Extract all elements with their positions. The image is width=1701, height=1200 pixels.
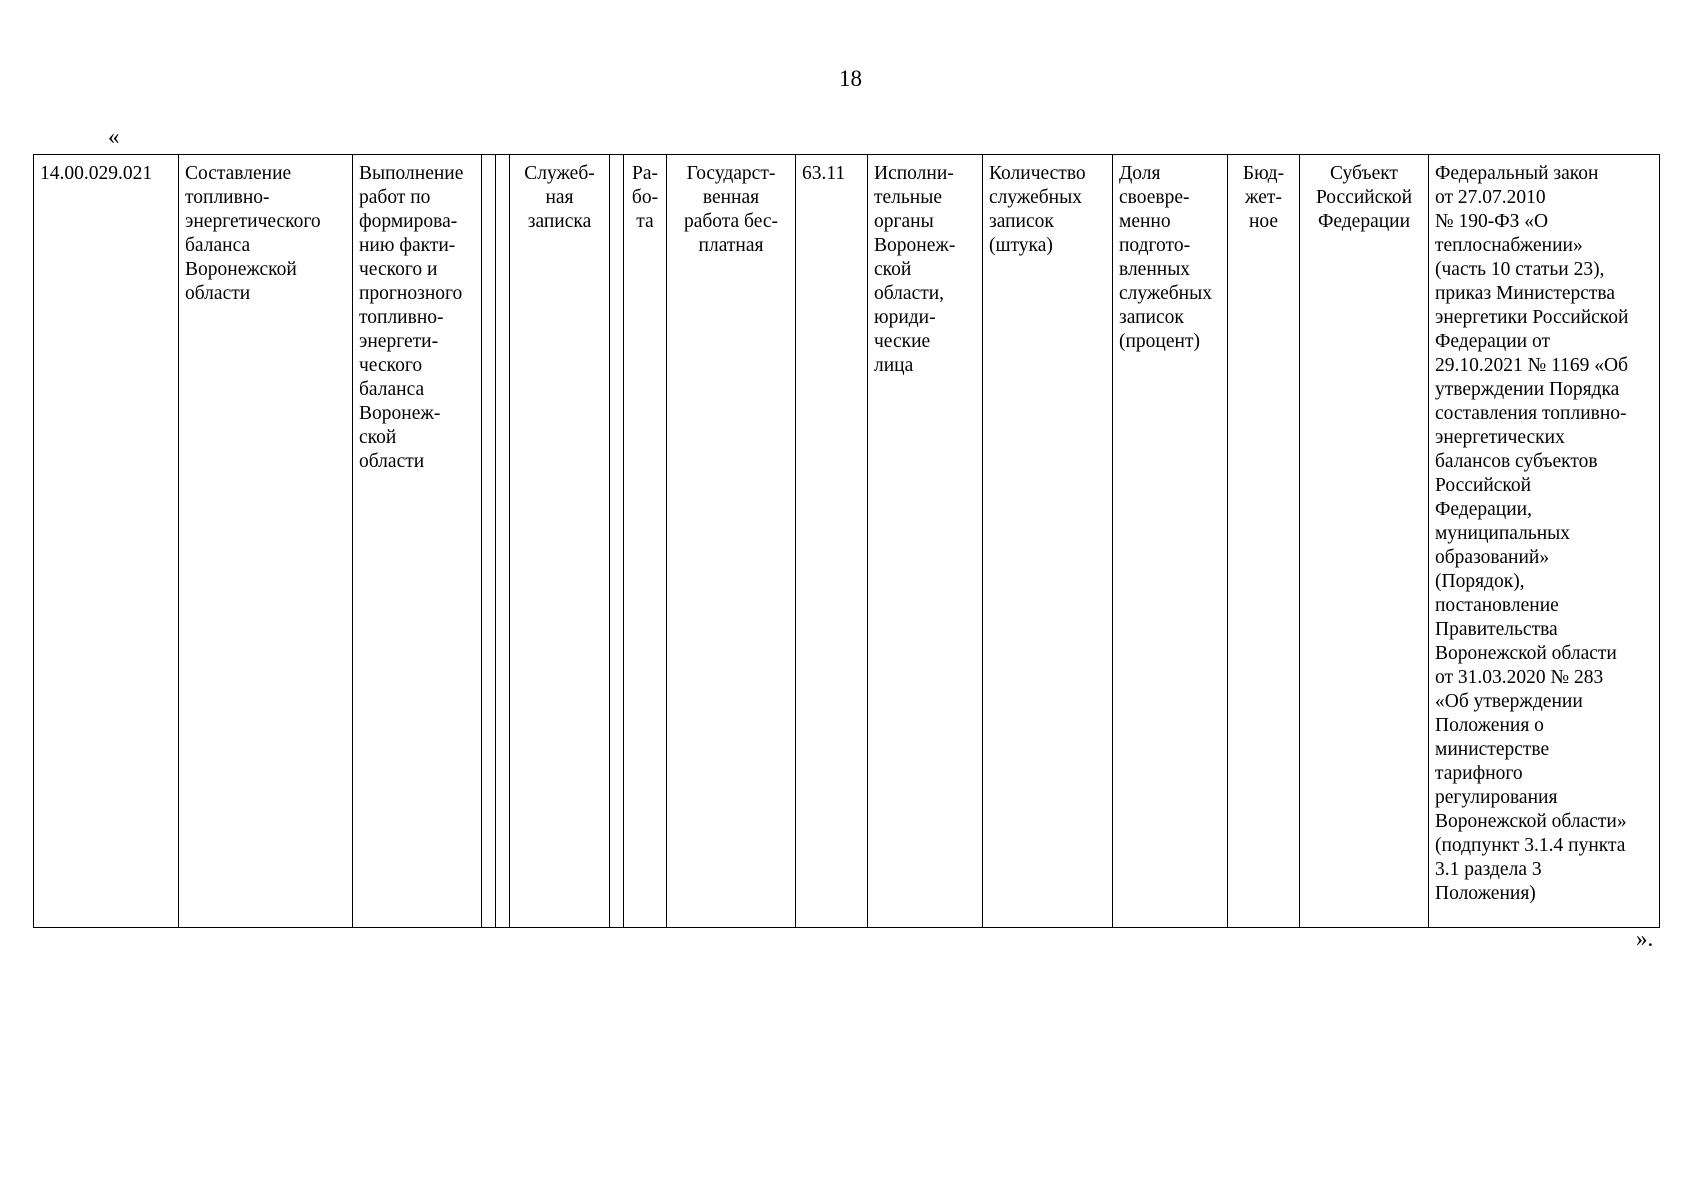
service-content: Выполнение работ по формирова- нию факти- ческого и прогнозного топливно- энергети- ческого баланса Воронеж- ской области [359, 163, 464, 472]
legal-basis-cell [1429, 155, 1660, 928]
service-name: Составление топливно- энергетического баланса Воронежской области [185, 163, 321, 304]
funding-type: Бюд- жет- ное [1242, 163, 1285, 232]
payment-type: Государст- венная работа бес- платная [683, 163, 779, 256]
funding-cell [1228, 155, 1300, 928]
page-number: 18 [839, 66, 862, 91]
quality-indicator: Доля своевре- менно подгото- вленных служебных записок (процент) [1119, 163, 1212, 352]
service-content-cell [353, 155, 482, 928]
consumers-cell [868, 155, 983, 928]
legal-basis: Федеральный закон от 27.07.2010 № 190-ФЗ «О теплоснабжении» (часть 10 статьи 23), приказ Министерства энергетики Российской Федерации от 29.10.2021 № 1169 «Об утверждении Порядка составления топливно- энергетических балансов субъектов Российской Федерации, муниципальных образований» (Порядок), постановление Правительства Воронежской области от 31.03.2020 № 283 «Об утверждении Положения о министерстве тарифного регулирования Воронежской области» (подпункт 3.1.4 пункта 3.1 раздела 3 Положения) [1435, 163, 1629, 904]
service-code-cell [34, 155, 179, 928]
result-form-cell [510, 155, 610, 928]
okved-code: 63.11 [802, 163, 846, 184]
empty-cell-1 [482, 155, 496, 928]
registry-table [33, 154, 1660, 928]
closing-quote: ». [1636, 926, 1654, 951]
service-name-cell [179, 155, 353, 928]
consumers: Исполни- тельные органы Воронеж- ской области, юриди- ческие лица [874, 163, 956, 376]
opening-quote: « [108, 124, 120, 149]
volume-indicator: Количество служебных записок (штука) [989, 163, 1086, 256]
service-type-cell [624, 155, 667, 928]
level-cell [1300, 155, 1429, 928]
quality-indicator-cell [1113, 155, 1228, 928]
empty-cell-3 [610, 155, 624, 928]
service-code: 14.00.029.021 [40, 163, 153, 184]
okved-cell [796, 155, 868, 928]
result-form: Служеб- ная записка [524, 163, 595, 232]
volume-indicator-cell [983, 155, 1113, 928]
authority-level: Субъект Российской Федерации [1315, 163, 1413, 232]
payment-cell [667, 155, 796, 928]
service-type: Ра- бо- та [631, 163, 659, 232]
empty-cell-2 [496, 155, 510, 928]
table-row [34, 155, 1660, 928]
